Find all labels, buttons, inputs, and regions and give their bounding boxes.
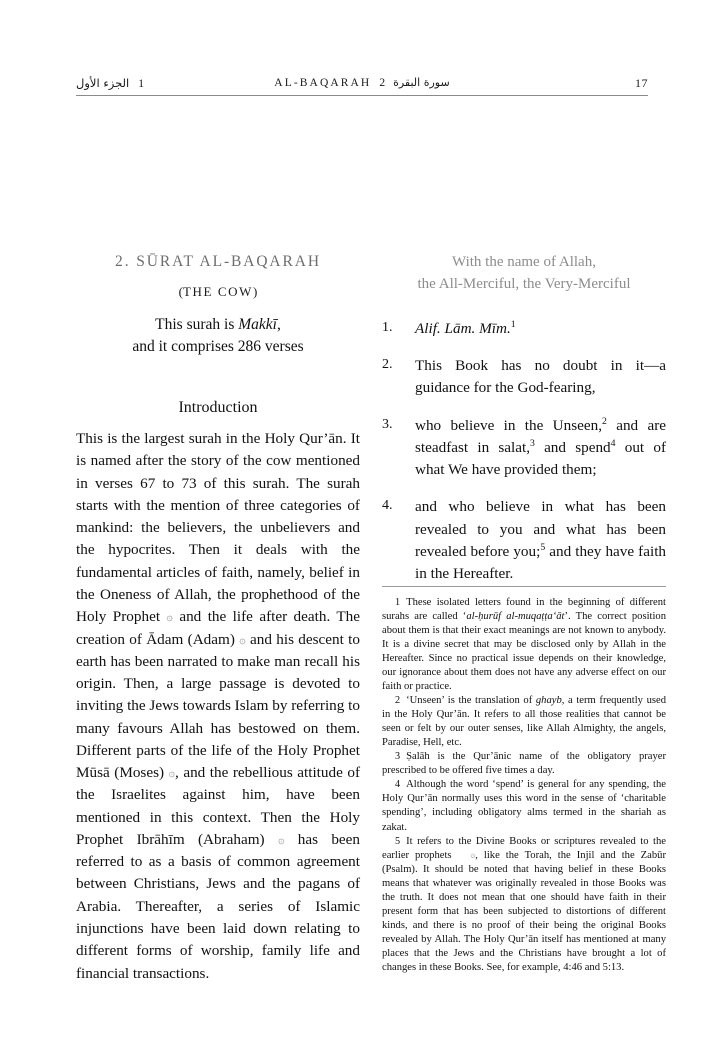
verse-text-after: out of what We have provided them; (415, 438, 666, 479)
verse-text: who believe in the Unseen, (415, 416, 603, 434)
basmala (382, 252, 666, 296)
footnote-marker[interactable]: 1 (510, 318, 516, 330)
verse-text: Alif. Lām. Mīm. (415, 319, 511, 337)
footnote-text-before: Ṣalāh is the Qur’ānic name of the obligatory prayer prescribed to be offered five times a day. (382, 751, 666, 777)
surah-meta (76, 314, 360, 358)
surah-title: 2. SŪRAT AL-BAQARAH (115, 253, 321, 270)
footnote-number: 2 (395, 695, 401, 707)
honorific-icon: ۞ (239, 632, 246, 646)
verse-text-mid: and are steadfast in salat, (415, 416, 667, 456)
footnote-5 (382, 835, 666, 975)
header-divider (76, 95, 648, 96)
verse-text-after: and they have faith in the Hereafter. (415, 542, 667, 583)
header-juz-number: 1 (138, 78, 144, 90)
honorific-icon: ۞ (470, 849, 476, 859)
honorific-icon: ۞ (277, 832, 285, 846)
header-surah-group (274, 76, 449, 89)
footnote-text-after: , a term frequently used in the Holy Qur’ān. It refers to all those realities that cannot be seen or felt by our outer senses, like Allah Almighty, the angels, Paradise, Hell, etc. (382, 695, 666, 749)
header-surah-number: 2 (379, 77, 386, 89)
verse-1 (382, 318, 666, 340)
verse-3 (382, 415, 666, 482)
footnote-marker[interactable]: 2 (602, 415, 607, 427)
introduction-part-3: and his descent to earth has been narrated to make man recall his origin. Then, a large passage is devoted to inviting the Jews towards Islam by referring to many favours Allah has bestowed on them. Different parts of the life of the Holy Prophet Mūsā (Moses) (76, 630, 360, 782)
footnote-text-before: These isolated letters found in the beginning of different surahs are called ‘ (382, 597, 666, 623)
verse-number: 4. (382, 498, 393, 514)
surah-subtitle-close-paren: ) (253, 284, 258, 300)
verse-list (382, 318, 666, 586)
honorific-icon: ۞ (168, 766, 176, 780)
footnote-number: 1 (395, 597, 401, 608)
introduction-part-1: This is the largest surah in the Holy Qur’ān. It is named after the story of the cow mentioned in verses 67 to 73 of this surah. The surah starts with the mention of three categories of mankind: the believers, the unbelievers and the hypocrites. Then it deals with the fundamental articles of faith, namely, belief in the Oneness of Allah, the prophethood of the Holy Prophet (76, 430, 360, 626)
verse-text: This Book has no doubt in it—a guidance for the God-fearing, (415, 357, 666, 397)
footnote-number: 4 (395, 779, 401, 791)
footnote-term: ghayb (535, 695, 562, 707)
introduction-body (76, 428, 360, 985)
introduction-heading: Introduction (178, 399, 258, 417)
footnote-text-before: It refers to the Divine Books or scriptures revealed to the earlier prophets (382, 835, 666, 861)
verse-text: and who believe in what has been revealed to you and what has been revealed before you; (415, 498, 666, 560)
surah-meta-line2: and it comprises 286 verses (132, 338, 304, 356)
verse-4 (382, 496, 666, 585)
header-juz-arabic: الجزء الأول (76, 76, 130, 90)
surah-subtitle-text: THE COW (182, 284, 254, 300)
footnote-section (382, 586, 666, 975)
footnote-marker[interactable]: 5 (540, 541, 546, 553)
footnote-term: al-ḥurūf al-muqaṭṭa‘āt (466, 611, 565, 623)
footnote-number: 3 (395, 751, 401, 763)
introduction-part-4: , and the rebellious attitude of the Israelites against him, have been mentioned in this context. Then the Holy Prophet Ibrāhīm (Abraham) (76, 764, 361, 848)
footnote-marker[interactable]: 3 (530, 437, 535, 449)
header-surah-name-arabic: سورة البقرة (393, 76, 450, 89)
footnote-text-before: ‘Unseen’ is the translation of (406, 695, 536, 707)
verse-number: 1. (382, 319, 393, 335)
verse-2 (382, 355, 666, 400)
footnote-marker[interactable]: 4 (610, 437, 616, 449)
verse-text-mid-2: and spend (534, 438, 611, 456)
introduction-part-2: and the life after death. The creation of Ādam (Adam) (76, 608, 361, 648)
surah-meta-revelation-type: Makkī (238, 316, 277, 334)
honorific-icon: ۞ (166, 610, 173, 624)
footnote-list (382, 596, 666, 975)
footnote-2 (382, 694, 666, 750)
footnote-1 (382, 596, 666, 694)
footnote-3 (382, 750, 666, 778)
surah-meta-prefix: This surah is (155, 316, 239, 334)
basmala-line-2: the All-Merciful, the Very-Merciful (417, 275, 631, 292)
verse-number: 3. (382, 416, 393, 432)
footnote-text-before: Although the word ‘spend’ is general for any spending, the Holy Qur’ān normally uses this word in the sense of ‘charitable spending’, including obligatory alms termed in the shariah as zakat. (382, 779, 666, 833)
footnote-4 (382, 778, 666, 834)
footnote-text-after: , like the Torah, the Injil and the Zabūr (Psalm). It should be noted that having belief in these Books means that whatever was originally revealed in those Books was the truth. It does not mean that one should have faith in their present form that has been subjected to distortions of different kinds, and there is no proof of their being the original Books revealed by Allah. The Holy Qur’ān itself has mentioned at many places that the Jews and the Christians have brought a lot of changes in these Books. See, for example, 4:46 and 5:13. (382, 849, 666, 973)
left-column (76, 252, 360, 985)
running-header (76, 76, 648, 96)
footnote-number: 5 (395, 835, 401, 847)
header-page-number: 17 (635, 76, 648, 90)
footnote-divider (382, 586, 666, 587)
introduction-part-5: has been referred to as a basis of common agreement between Christians, Jews and the pagans of Arabia. Thereafter, a series of Islamic injunctions have been laid down relating to different forms of worship, family life and financial transactions. (76, 830, 360, 982)
surah-subtitle-open-paren: ( (178, 284, 183, 300)
surah-subtitle (76, 284, 360, 300)
basmala-line-1: With the name of Allah, (452, 254, 596, 270)
verse-number: 2. (382, 357, 393, 373)
header-juz-group (76, 78, 144, 90)
footnote-text-after: ’. The correct position about them is that their exact meanings are not known to anybody. It is a divine secret that may be disclosed only by Allah in the Hereafter. Since no practical issue depends on their knowledge, our ignorance about them does not have any adverse effect on our faith or practice. (382, 611, 666, 693)
surah-meta-line1 (76, 314, 360, 336)
header-surah-name-latin: AL-BAQARAH (274, 77, 372, 89)
surah-meta-suffix: , (276, 316, 281, 334)
right-column (382, 252, 666, 585)
